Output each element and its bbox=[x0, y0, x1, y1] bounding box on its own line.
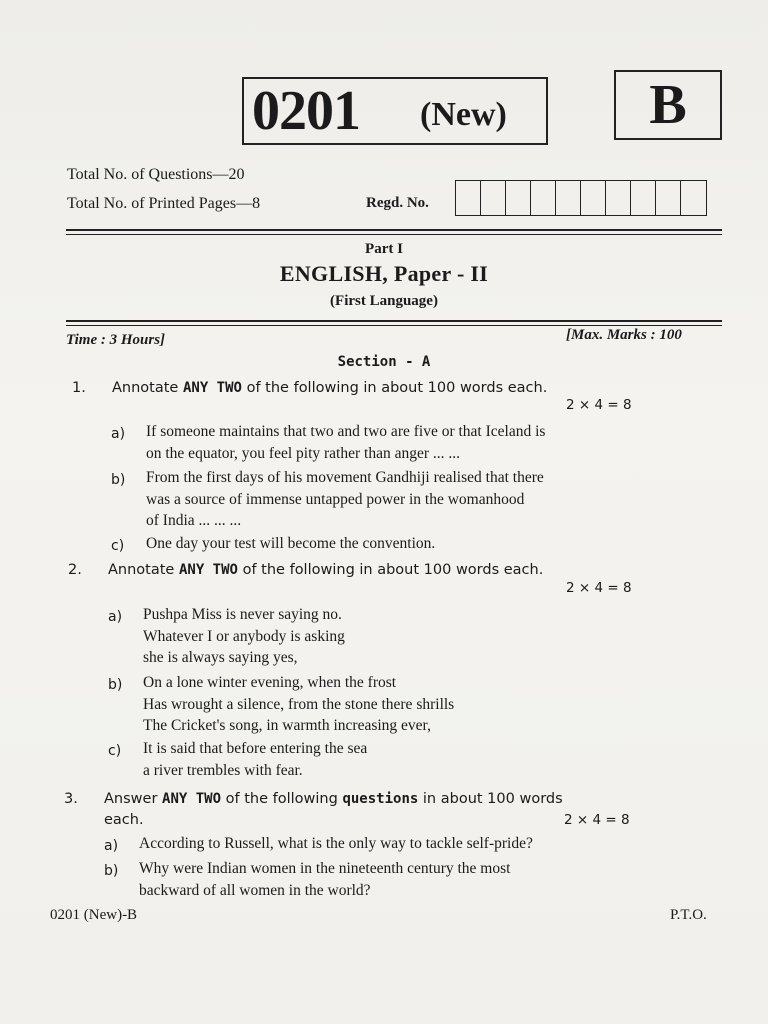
option-label: c) bbox=[108, 743, 122, 759]
marks-allocation: 2 × 4 = 8 bbox=[566, 397, 632, 413]
title-rule-bottom bbox=[66, 325, 722, 326]
regd-digit-box[interactable] bbox=[531, 181, 556, 215]
regd-digit-box[interactable] bbox=[681, 181, 706, 215]
section-heading: Section - A bbox=[337, 354, 431, 370]
paper-code-suffix: (New) bbox=[420, 96, 507, 133]
header-rule-top bbox=[66, 229, 722, 231]
option-text: Pushpa Miss is never saying no. Whatever I or anybody is asking she is always saying yes, bbox=[143, 606, 345, 666]
paper-subtitle: (First Language) bbox=[330, 293, 438, 309]
question-stem: Annotate ANY TWO of the following in about 100 words each. bbox=[108, 562, 544, 578]
regd-digit-box[interactable] bbox=[506, 181, 531, 215]
paper-code: 0201 bbox=[252, 80, 360, 142]
question-keyword: ANY TWO bbox=[178, 562, 238, 578]
option-text: According to Russell, what is the only way to tackle self-pride? bbox=[139, 835, 533, 852]
question-number: 1. bbox=[72, 380, 86, 396]
option-text: It is said that before entering the sea a river trembles with fear. bbox=[143, 740, 368, 779]
option-text: From the first days of his movement Gandhiji realised that there was a source of immense untapped power in the womanhood of India ... ... ... bbox=[146, 469, 544, 529]
option-label: c) bbox=[111, 538, 125, 554]
regd-label: Regd. No. bbox=[366, 195, 429, 211]
regd-digit-box[interactable] bbox=[556, 181, 581, 215]
regd-number-boxes[interactable] bbox=[455, 180, 707, 216]
option-text: On a lone winter evening, when the frost Has wrought a silence, from the stone there shrills The Cricket's song, in warmth increasing ever, bbox=[143, 674, 455, 734]
question-stem: Answer ANY TWO of the following questions in about 100 words bbox=[104, 791, 563, 807]
marks-allocation: 2 × 4 = 8 bbox=[566, 580, 632, 596]
option-label: b) bbox=[104, 863, 119, 879]
question-keyword: ANY TWO bbox=[162, 791, 222, 807]
question-keyword: questions bbox=[342, 791, 419, 807]
paper-code-box bbox=[242, 77, 548, 145]
max-marks-label: [Max. Marks : 100 bbox=[566, 327, 682, 343]
option-label: a) bbox=[108, 609, 123, 625]
time-label: Time : 3 Hours] bbox=[66, 332, 166, 348]
regd-digit-box[interactable] bbox=[581, 181, 606, 215]
option-label: b) bbox=[111, 472, 126, 488]
total-questions: Total No. of Questions—20 bbox=[67, 166, 245, 183]
regd-digit-box[interactable] bbox=[456, 181, 481, 215]
total-pages: Total No. of Printed Pages—8 bbox=[67, 195, 261, 212]
title-rule-top bbox=[66, 320, 722, 322]
question-number: 2. bbox=[68, 562, 82, 578]
option-label: a) bbox=[111, 426, 126, 442]
option-text: Why were Indian women in the nineteenth century the most backward of all women in the world? bbox=[139, 860, 511, 899]
question-stem-continued: each. bbox=[104, 812, 144, 828]
question-stem: Annotate ANY TWO of the following in about 100 words each. bbox=[112, 380, 548, 396]
paper-title: ENGLISH, Paper - II bbox=[279, 261, 489, 286]
regd-digit-box[interactable] bbox=[606, 181, 631, 215]
footer-pto: P.T.O. bbox=[670, 907, 707, 923]
regd-digit-box[interactable] bbox=[656, 181, 681, 215]
option-text: One day your test will become the convention. bbox=[146, 535, 436, 552]
option-label: a) bbox=[104, 838, 119, 854]
regd-digit-box[interactable] bbox=[631, 181, 656, 215]
set-letter: B bbox=[649, 74, 687, 136]
part-label: Part I bbox=[365, 241, 403, 257]
marks-allocation: 2 × 4 = 8 bbox=[564, 812, 630, 828]
question-keyword: ANY TWO bbox=[182, 380, 242, 396]
header-rule-bottom bbox=[66, 234, 722, 235]
question-number: 3. bbox=[64, 791, 78, 807]
set-box bbox=[614, 70, 722, 140]
option-label: b) bbox=[108, 677, 123, 693]
regd-digit-box[interactable] bbox=[481, 181, 506, 215]
footer-paper-code: 0201 (New)-B bbox=[50, 907, 138, 923]
option-text: If someone maintains that two and two are five or that Iceland is on the equator, you feel pity rather than anger ... ... bbox=[146, 423, 546, 462]
